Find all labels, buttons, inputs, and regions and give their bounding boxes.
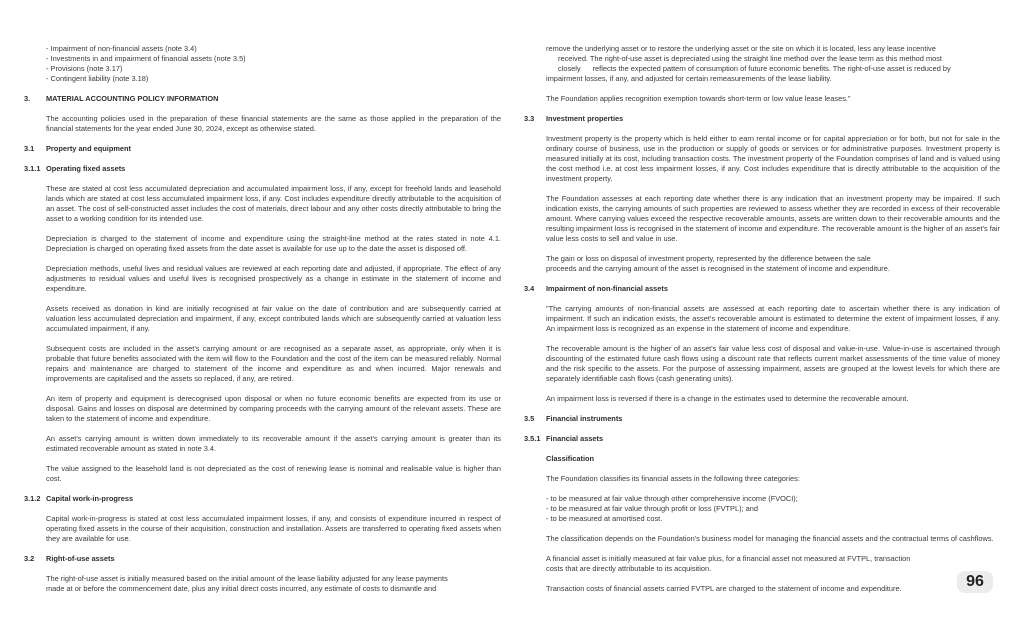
section-title: Capital work-in-progress: [46, 494, 134, 503]
paragraph: An impairment loss is reversed if there is a change in the estimates used to determine the recoverable amount.: [546, 394, 909, 403]
section-number: 3.5.1: [524, 434, 541, 443]
page-number-badge: 96: [957, 571, 993, 593]
list-item: - Contingent liability (note 3.18): [46, 74, 149, 83]
paragraph: The recoverable amount is the higher of an asset's fair value less cost of disposal and value-in-use. Value-in-use is ascertained through discounting of the estimated future cash flows using a discount rate that reflects current market assessments of the time value of money and the risk specific to the assets. For the purpose of assessing impairment, assets are grouped at the lowest levels for which there are separately identifiable cash flows (cash generating units).: [546, 344, 1000, 383]
section-heading-3-2: [24, 554, 501, 564]
paragraph: Subsequent costs are included in the asset's carrying amount or are recognised as a separate asset, as appropriate, only when it is probable that future benefits associated with the item will flow to the Foundation and the cost of the item can be measured reliably. Normal repairs and maintenance are charged to statement of the income and expenditure as and when incurred. Major renewals and improvements are capitalised and the assets so replaced, if any, are retired.: [46, 344, 501, 383]
text-fragment: received. The right-of-use asset is depreciated using the straight line method over the lease term as this method most: [558, 54, 942, 63]
section-number: 3.4: [524, 284, 535, 293]
paragraph: "The carrying amounts of non-financial assets are assessed at each reporting date to ascertain whether there is any indication of impairment. If such an indication exists, the asset's recoverable amount is estimated to determine the extent of impairment losses, if any. An impairment loss is recognized as an expense in the statement of income and expenditure.: [546, 304, 1000, 333]
section-title: Property and equipment: [46, 144, 132, 153]
section-number: 3.: [24, 94, 31, 103]
section-title: Investment properties: [546, 114, 624, 123]
right-column: [524, 44, 1000, 594]
section-heading-3: [24, 94, 501, 104]
text-line: [524, 64, 1000, 74]
text-line: A financial asset is initially measured at fair value plus, for a financial asset not measured at FVTPL, transaction: [546, 554, 911, 563]
note-reference-list: [24, 44, 501, 84]
text-line: made at or before the commencement date, plus any initial direct costs incurred, any estimate of costs to dismantle and: [46, 584, 437, 593]
text-line: remove the underlying asset or to restore the underlying asset or the site on which it is located, less any lease incentive: [546, 44, 936, 53]
category-list: [524, 494, 1000, 524]
text-line: The gain or loss on disposal of investment property, represented by the difference between the sale: [546, 254, 871, 263]
section-title: MATERIAL ACCOUNTING POLICY INFORMATION: [46, 94, 219, 103]
paragraph: Transaction costs of financial assets carried FVTPL are charged to the statement of income and expenditure.: [546, 584, 902, 593]
text-fragment: closely: [558, 64, 581, 73]
paragraph: Depreciation is charged to the statement of income and expenditure using the straight-line method at the rates stated in note 4.1. Depreciation is charged on operating fixed assets from the date asset is available for use up to the date the asset is disposed off.: [46, 234, 501, 253]
paragraph: An item of property and equipment is derecognised upon disposal or when no future economic benefits are expected from its use or disposal. Gains and losses on disposal are determined by comparing proceeds with the carrying amount of the relevant assets. These are taken to the statement of income and expenditure.: [46, 394, 501, 423]
paragraph: The value assigned to the leasehold land is not depreciated as the cost of renewing lease is nominal and realisable value is higher than cost.: [46, 464, 501, 483]
section-title: Financial instruments: [546, 414, 623, 423]
section-heading-3-5: [524, 414, 1000, 424]
section-number: 3.5: [524, 414, 535, 423]
paragraph: Depreciation methods, useful lives and residual values are reviewed at each reporting date and adjusted, if appropriate. The effect of any adjustments to residual values and useful lives is recognised prospectively as a change in estimate in the statement of income and expenditure.: [46, 264, 501, 293]
list-item: - to be measured at fair value through other comprehensive income (FVOCI);: [546, 494, 798, 503]
text-line: proceeds and the carrying amount of the asset is recognised in the statement of income and expenditure.: [546, 264, 890, 273]
paragraph: Assets received as donation in kind are initially recognised at fair value on the date of contribution and are subsequently carried at valuation less accumulated depreciation and impairment, if any, except contributed lands which are subsequently carried at valuation less accumulated impairment, if any.: [46, 304, 501, 333]
section-heading-3-1-1: [24, 164, 501, 174]
section-number: 3.1.2: [24, 494, 41, 503]
section-number: 3.1: [24, 144, 35, 153]
text-line: costs that are directly attributable to its acquisition.: [546, 564, 712, 573]
section-title: Financial assets: [546, 434, 604, 443]
left-column: [24, 44, 501, 594]
section-title: Operating fixed assets: [46, 164, 126, 173]
list-item: - to be measured at amortised cost.: [546, 514, 663, 523]
section-heading-3-3: [524, 114, 1000, 124]
section-title: Impairment of non-financial assets: [546, 284, 668, 293]
paragraph: The Foundation assesses at each reporting date whether there is any indication that an investment property may be impaired. If such indication exists, the carrying amounts of such properties are reviewed to assess whether they are recorded in excess of their recoverable amount. Where carrying values exceed the respective recoverable amounts, assets are written down to their recoverable amounts and the resulting impairment loss is recognised in the statement of income and expenditure. The recoverable amount is the higher of an asset's fair value less costs to sell and value in use.: [546, 194, 1000, 243]
list-item: - to be measured at fair value through profit or loss (FVTPL); and: [546, 504, 758, 513]
section-number: 3.3: [524, 114, 535, 123]
paragraph: The Foundation classifies its financial assets in the following three categories:: [546, 474, 800, 483]
section-number: 3.2: [24, 554, 35, 563]
section-heading-3-1: [24, 144, 501, 154]
paragraph: These are stated at cost less accumulated depreciation and accumulated impairment loss, if any, except for freehold lands and leasehold lands which are stated at cost less accumulated impairment loss, if any. Cost includes expenditure directly attributable to the acquisition of an asset. The cost of self-constructed asset includes the cost of materials, direct labour and any other costs directly attributable to bring the asset to a working condition for its intended use.: [46, 184, 501, 223]
section-title: Right-of-use assets: [46, 554, 115, 563]
paragraph: Investment property is the property which is held either to earn rental income or for capital appreciation or for both, but not for sale in the ordinary course of business, use in the production or supply of goods or services or for administrative purposes. Investment property is measured initially at its cost, including transaction costs. The investment property of the Foundation comprises of land and is valued using the cost method i.e. at cost less impairment losses, if any. Cost includes expenditure that is directly attributable to the acquisition of the investment property.: [546, 134, 1000, 183]
list-item: - Impairment of non-financial assets (note 3.4): [46, 44, 197, 53]
paragraph: The Foundation applies recognition exemption towards short-term or low value lease leases.": [546, 94, 851, 103]
paragraph: Capital work-in-progress is stated at cost less accumulated impairment losses, if any, and consists of expenditure incurred in respect of operating fixed assets in the course of their acquisition, construction and installation. Assets are transferred to operating fixed assets when they are available for use.: [46, 514, 501, 543]
text-fragment: reflects the expected pattern of consumption of future economic benefits. The right-of-use asset is reduced by: [592, 64, 951, 73]
section-heading-3-1-2: [24, 494, 501, 504]
section-heading-3-5-1: [524, 434, 1000, 444]
list-item: - Investments in and impairment of financial assets (note 3.5): [46, 54, 246, 63]
section-number: 3.1.1: [24, 164, 41, 173]
subheading-classification: Classification: [546, 454, 595, 463]
text-line: The right-of-use asset is initially measured based on the initial amount of the lease liability adjusted for any lease payments: [46, 574, 448, 583]
paragraph: The accounting policies used in the preparation of these financial statements are the same as those applied in the preparation of the financial statements for the year ended June 30, 2024, except as otherwise stated.: [46, 114, 501, 133]
text-line: impairment losses, if any, and adjusted for certain remeasurements of the lease liability.: [546, 74, 832, 83]
text-line: [524, 54, 1000, 64]
paragraph: The classification depends on the Foundation's business model for managing the financial assets and the contractual terms of cashflows.: [546, 534, 994, 543]
paragraph: An asset's carrying amount is written down immediately to its recoverable amount if the asset's carrying amount is greater than its estimated recoverable amount as stated in note 3.4.: [46, 434, 501, 453]
section-heading-3-4: [524, 284, 1000, 294]
list-item: - Provisions (note 3.17): [46, 64, 123, 73]
